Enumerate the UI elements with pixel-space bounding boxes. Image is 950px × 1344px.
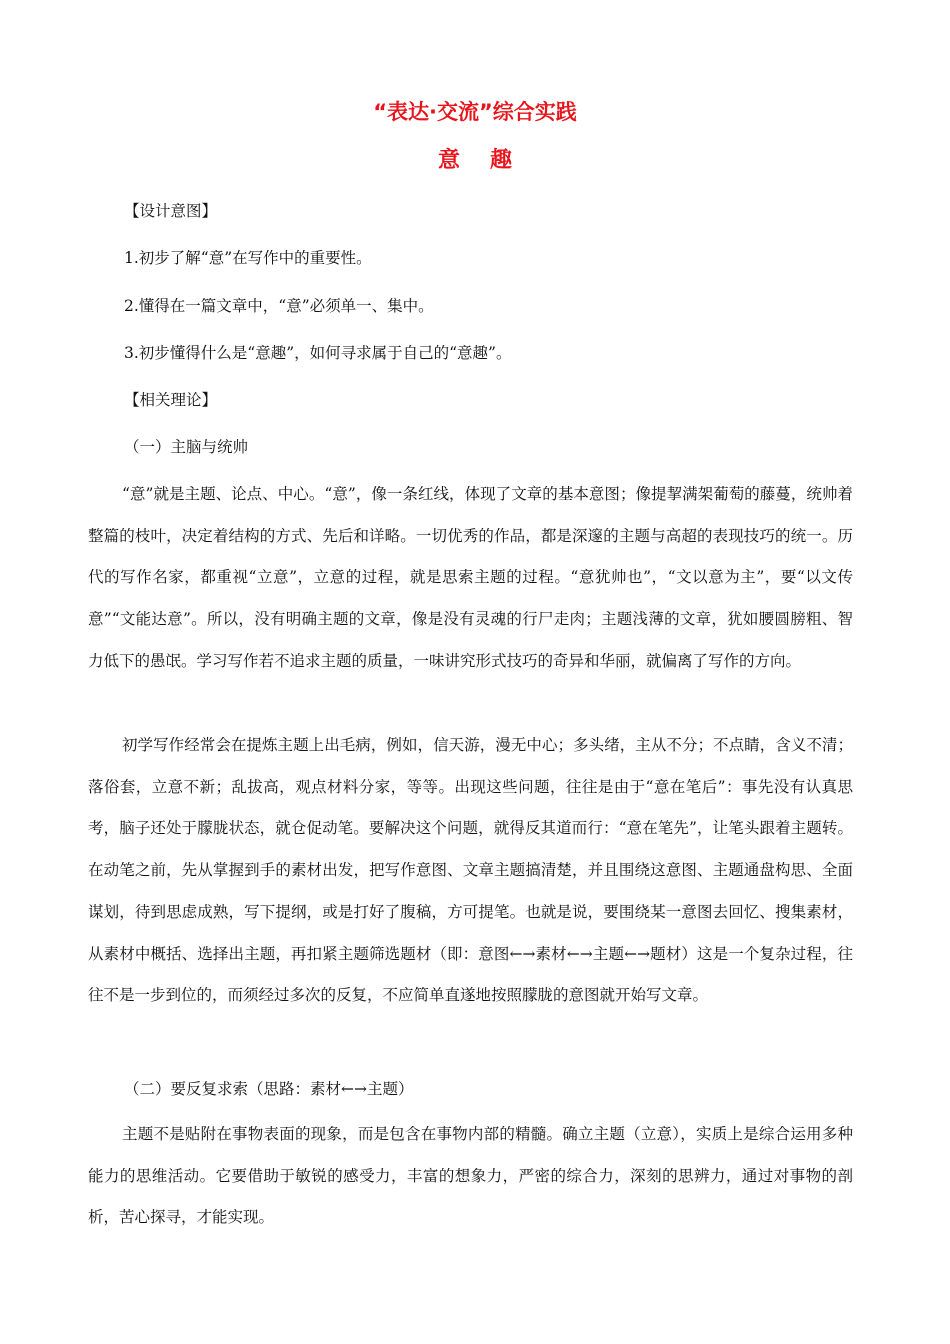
theory-heading: 【相关理论】 [124,391,218,409]
section-heading: （二）要反复求索（思路：素材←→主题） [124,1080,414,1098]
page-title: “表达·交流”综合实践 [373,100,577,124]
body-paragraph: 初学写作经常会在提炼主题上出毛病，例如，信天游，漫无中心；多头绪，主从不分；不点睛，含义不清；落俗套，立意不新；乱拔高，观点材料分家，等等。出现这些问题，往往是由于“意在笔后”：事先没有认真思考，脑子还处于朦胧状态，就仓促动笔。要解决这个问题，就得反其道而行：“意在笔先”，让笔头跟着主题转。在动笔之前，先从掌握到手的素材出发，把写作意图、文章主题搞清楚，并且围绕这意图、主题通盘构思、全面谋划，待到思虑成熟，写下提纲，或是打好了腹稿，方可提笔。也就是说，要围绕某一意图去回忆、搜集素材，从素材中概括、选择出主题，再扣紧主题筛选题材（即：意图←→素材←→主题←→题材）这是一个复杂过程，往往不是一步到位的，而须经过多次的反复，不应简单直遂地按照朦胧的意图就开始写文章。 [88,736,853,1005]
design-intent-item: 2.懂得在一篇文章中，“意”必须单一、集中。 [124,297,434,315]
design-intent-heading: 【设计意图】 [124,202,218,220]
body-paragraph: 主题不是贴附在事物表面的现象，而是包含在事物内部的精髓。确立主题（立意），实质上是综合运用多种能力的思维活动。它要借助于敏锐的感受力，丰富的想象力，严密的综合力，深刻的思辨力，通过对事物的剖析，苦心探寻，才能实现。 [88,1125,853,1227]
body-paragraph: “意”就是主题、论点、中心。“意”，像一条红线，体现了文章的基本意图；像提挈满架葡萄的藤蔓，统帅着整篇的枝叶，决定着结构的方式、先后和详略。一切优秀的作品，都是深邃的主题与高超的表现技巧的统一。历代的写作名家，都重视“立意”，立意的过程，就是思索主题的过程。“意犹帅也”，“文以意为主”，要“以文传意”“文能达意”。所以，没有明确主题的文章，像是没有灵魂的行尸走肉；主题浅薄的文章，犹如腰圆膀粗、智力低下的愚氓。学习写作若不追求主题的质量，一味讲究形式技巧的奇异和华丽，就偏离了写作的方向。 [88,485,853,670]
page-subtitle: 意趣 [437,148,542,173]
design-intent-item: 1.初步了解“意”在写作中的重要性。 [124,249,372,267]
design-intent-item: 3.初步懂得什么是“意趣”，如何寻求属于自己的“意趣”。 [124,344,512,362]
section-heading: （一）主脑与统帅 [124,438,249,456]
